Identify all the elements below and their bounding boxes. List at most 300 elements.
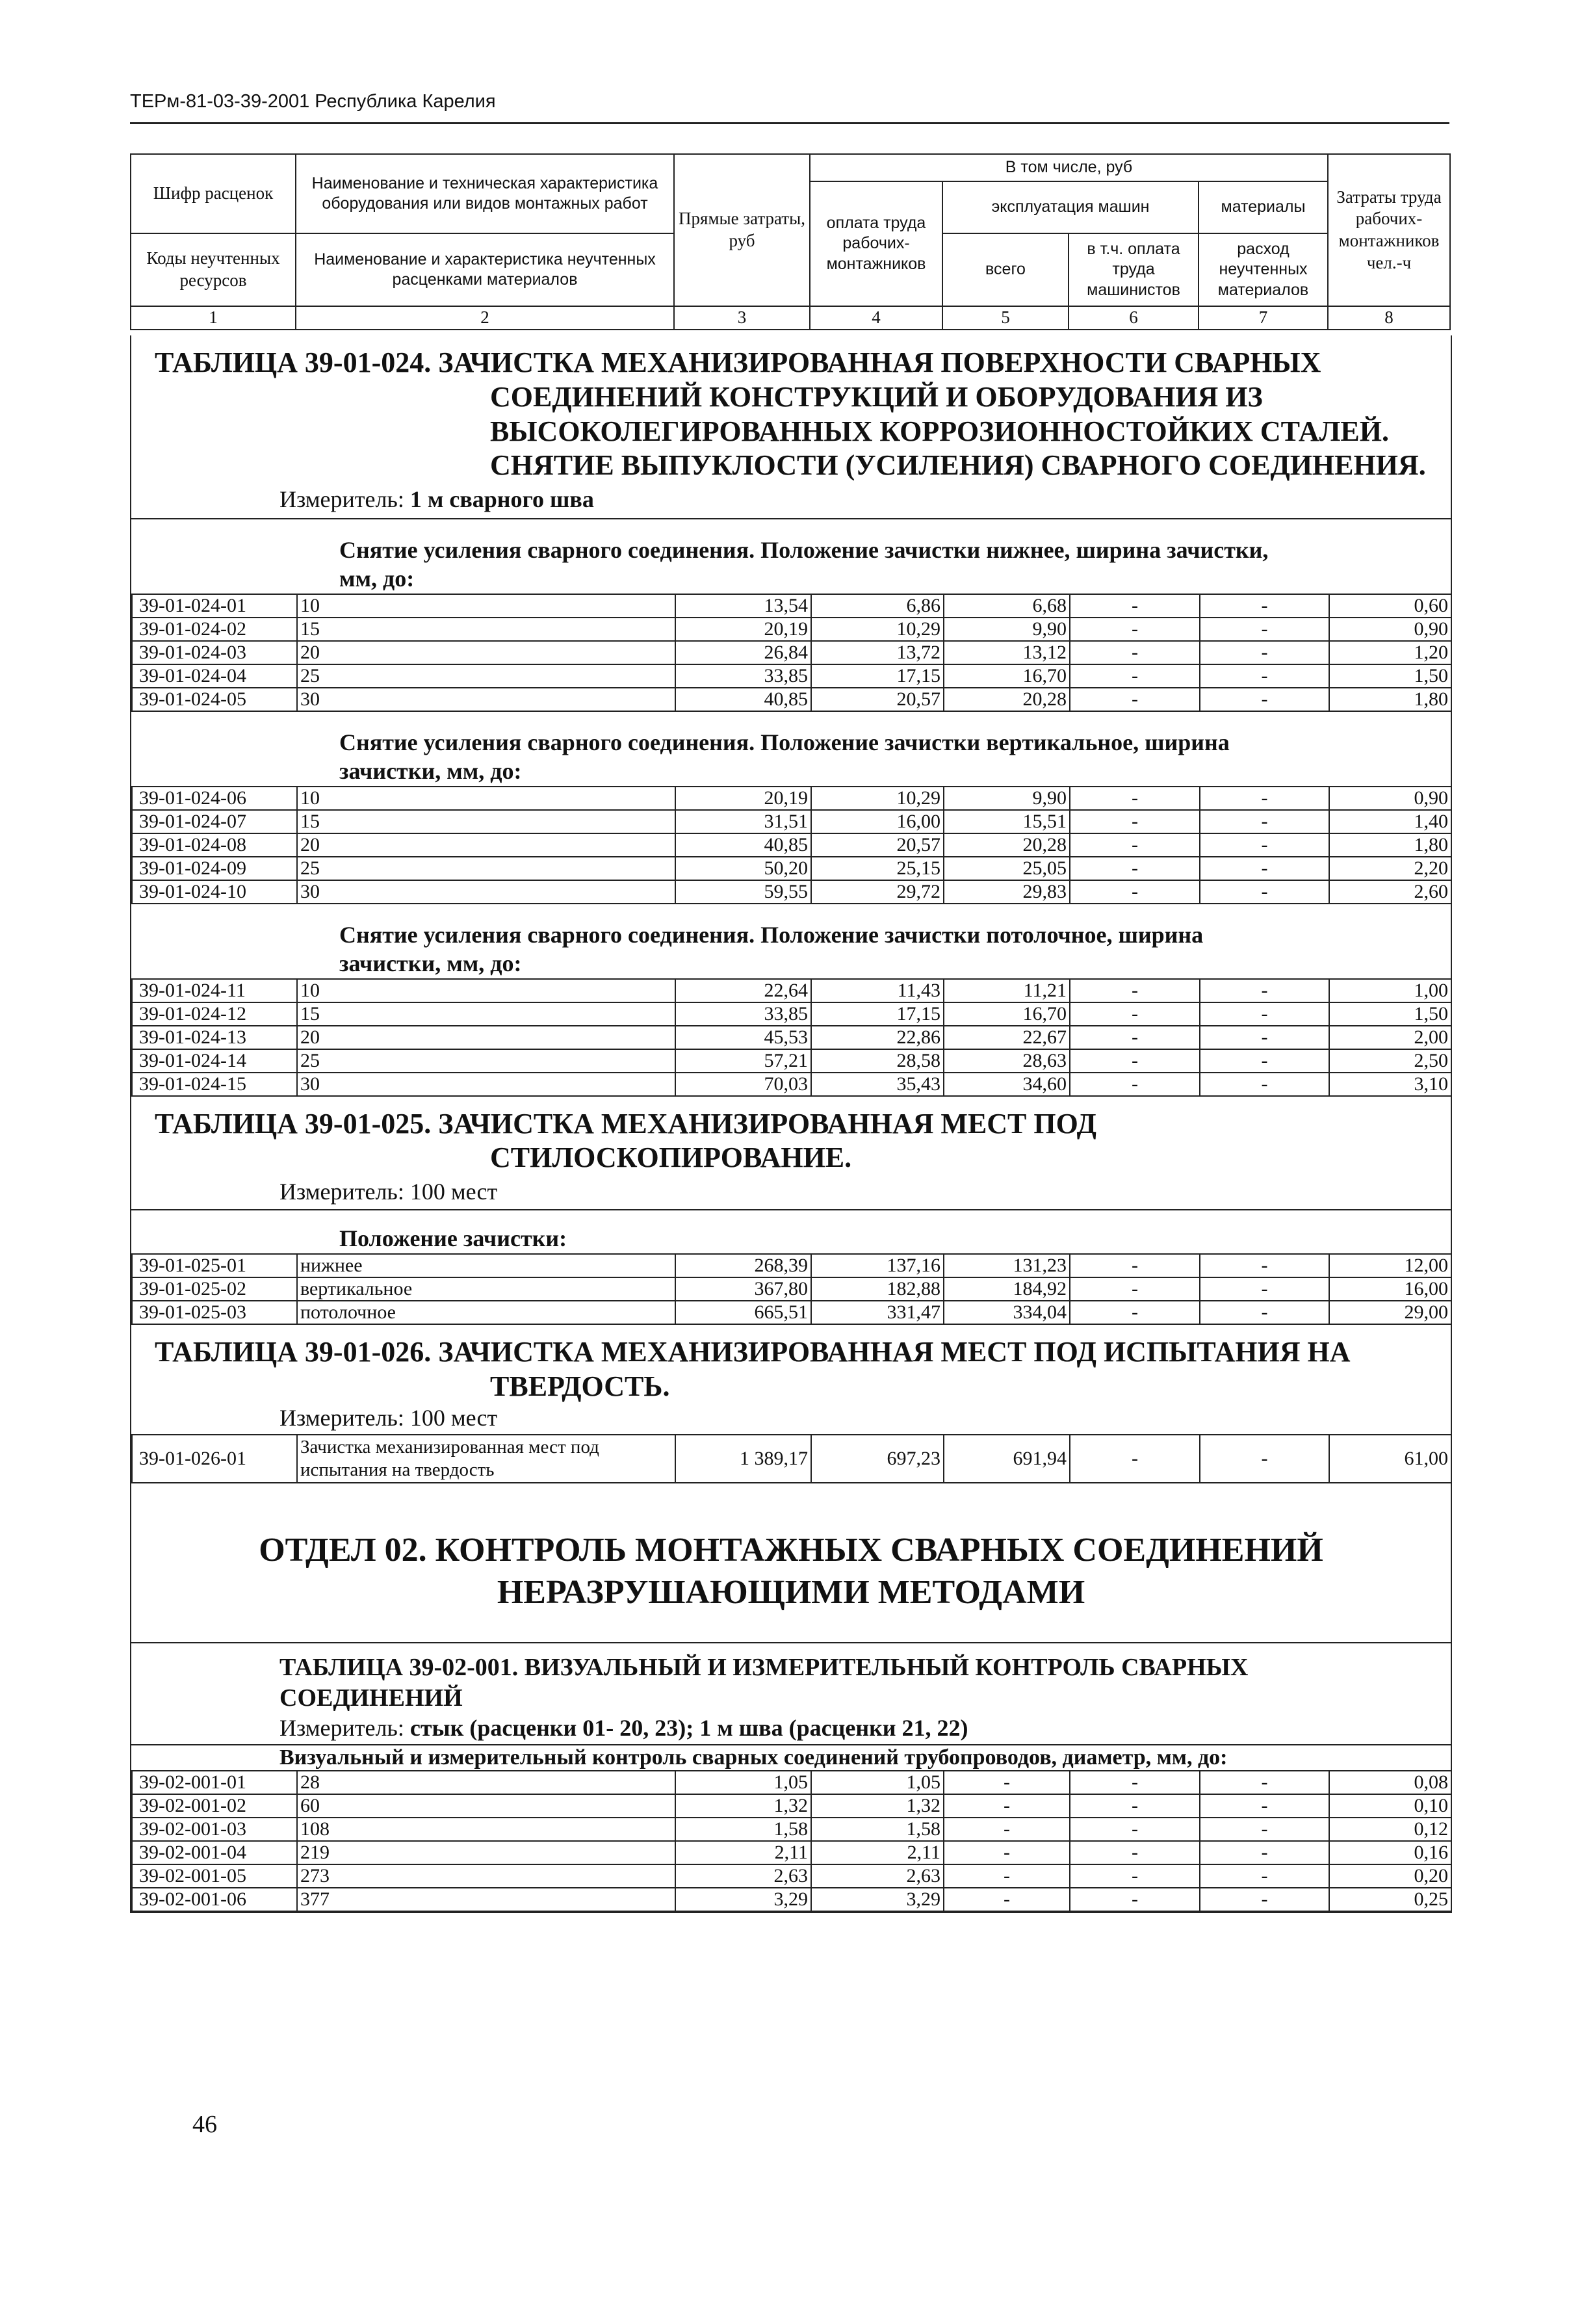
measure-value: 100 мест <box>409 1179 498 1205</box>
measure-unit-201 <box>131 1714 1451 1744</box>
description-cell: Зачистка механизированная мест под испытания на твердость <box>297 1435 675 1483</box>
table-row <box>132 664 1451 688</box>
empty-value-cell: - <box>1200 1026 1329 1049</box>
empty-value-cell: - <box>1070 787 1200 810</box>
value-cell: 331,47 <box>811 1301 944 1324</box>
value-cell: 16,00 <box>1329 1277 1451 1301</box>
value-cell: 16,70 <box>944 1002 1070 1026</box>
header-machines-total: всего <box>942 233 1069 306</box>
group-heading: Снятие усиления сварного соединения. Положение зачистки нижнее, ширина зачистки, <box>339 537 1269 564</box>
measure-value: 1 м сварного шва <box>409 486 594 513</box>
group-heading: зачистки, мм, до: <box>339 757 522 784</box>
col-num: 6 <box>1069 306 1199 330</box>
rate-code-cell: 39-01-024-06 <box>132 787 297 810</box>
table-title-024 <box>131 335 1451 483</box>
empty-value-cell: - <box>1070 1073 1200 1096</box>
rate-code-cell: 39-02-001-01 <box>132 1771 297 1794</box>
description-cell: 60 <box>297 1794 675 1818</box>
rate-code-cell: 39-02-001-03 <box>132 1818 297 1841</box>
empty-value-cell: - <box>1200 1073 1329 1096</box>
value-cell: 70,03 <box>675 1073 811 1096</box>
empty-value-cell: - <box>1200 1794 1329 1818</box>
header-code: Шифр расценок <box>131 154 296 233</box>
description-cell: нижнее <box>297 1254 675 1277</box>
description-cell: 25 <box>297 664 675 688</box>
empty-value-cell: - <box>1200 618 1329 641</box>
empty-value-cell: - <box>1070 664 1200 688</box>
value-cell: 2,20 <box>1329 857 1451 880</box>
value-cell: 16,00 <box>811 810 944 833</box>
description-cell: 15 <box>297 1002 675 1026</box>
header-resource-codes: Коды неучтенных ресурсов <box>131 233 296 306</box>
rate-code-cell: 39-01-024-11 <box>132 979 297 1002</box>
value-cell: 2,11 <box>675 1841 811 1864</box>
table-row <box>132 1002 1451 1026</box>
table-label: ТАБЛИЦА 39-01-026. <box>155 1336 432 1368</box>
header-name: Наименование и техническая характеристика оборудования или видов монтажных работ <box>296 154 674 233</box>
value-cell: 0,20 <box>1329 1864 1451 1888</box>
description-cell: 28 <box>297 1771 675 1794</box>
measure-label: Измеритель: <box>279 486 404 513</box>
table-title-025 <box>131 1097 1451 1176</box>
title-line: ЗАЧИСТКА МЕХАНИЗИРОВАННАЯ ПОВЕРХНОСТИ СВАРНЫХ <box>438 346 1321 378</box>
description-cell: 219 <box>297 1841 675 1864</box>
value-cell: 2,50 <box>1329 1049 1451 1073</box>
running-head-rule <box>130 122 1449 124</box>
empty-value-cell: - <box>1200 1049 1329 1073</box>
empty-value-cell: - <box>1200 833 1329 857</box>
value-cell: 11,43 <box>811 979 944 1002</box>
empty-value-cell: - <box>1070 1277 1200 1301</box>
value-cell: 20,57 <box>811 688 944 711</box>
value-cell: 13,54 <box>675 594 811 618</box>
value-cell: 10,29 <box>811 787 944 810</box>
value-cell: 31,51 <box>675 810 811 833</box>
empty-value-cell: - <box>1070 833 1200 857</box>
value-cell: 1,05 <box>811 1771 944 1794</box>
page-number: 46 <box>192 2111 217 2138</box>
table-row <box>132 1026 1451 1049</box>
rate-code-cell: 39-01-024-13 <box>132 1026 297 1049</box>
rate-table <box>131 1434 1452 1483</box>
description-cell: 30 <box>297 1073 675 1096</box>
value-cell: 2,63 <box>675 1864 811 1888</box>
rate-code-cell: 39-01-024-14 <box>132 1049 297 1073</box>
empty-value-cell: - <box>1200 1254 1329 1277</box>
empty-value-cell: - <box>944 1841 1070 1864</box>
value-cell: 10,29 <box>811 618 944 641</box>
value-cell: 29,00 <box>1329 1301 1451 1324</box>
value-cell: 0,10 <box>1329 1794 1451 1818</box>
value-cell: 2,63 <box>811 1864 944 1888</box>
header-labor-hours: Затраты труда рабочих-монтажников чел.-ч <box>1328 154 1450 306</box>
value-cell: 3,10 <box>1329 1073 1451 1096</box>
empty-value-cell: - <box>1070 641 1200 664</box>
value-cell: 1,40 <box>1329 810 1451 833</box>
value-cell: 367,80 <box>675 1277 811 1301</box>
empty-value-cell: - <box>944 1888 1070 1911</box>
description-cell: 15 <box>297 810 675 833</box>
measure-label: Измеритель: <box>279 1179 404 1205</box>
col-num: 8 <box>1328 306 1450 330</box>
empty-value-cell: - <box>1200 1301 1329 1324</box>
section-line: ОТДЕЛ 02. КОНТРОЛЬ МОНТАЖНЫХ СВАРНЫХ СОЕДИНЕНИЙ <box>259 1531 1323 1569</box>
table-row <box>132 1301 1451 1324</box>
value-cell: 0,90 <box>1329 618 1451 641</box>
value-cell: 28,63 <box>944 1049 1070 1073</box>
value-cell: 11,21 <box>944 979 1070 1002</box>
empty-value-cell: - <box>1200 594 1329 618</box>
value-cell: 20,28 <box>944 833 1070 857</box>
description-cell: 30 <box>297 688 675 711</box>
value-cell: 1,50 <box>1329 664 1451 688</box>
section-line: НЕРАЗРУШАЮЩИМИ МЕТОДАМИ <box>497 1573 1085 1611</box>
col-num: 3 <box>674 306 810 330</box>
value-cell: 0,60 <box>1329 594 1451 618</box>
description-cell: 20 <box>297 641 675 664</box>
value-cell: 29,83 <box>944 880 1070 904</box>
rate-code-cell: 39-02-001-05 <box>132 1864 297 1888</box>
table-row <box>132 979 1451 1002</box>
empty-value-cell: - <box>944 1818 1070 1841</box>
empty-value-cell: - <box>1070 1888 1200 1911</box>
group-heading: мм, до: <box>339 566 415 592</box>
value-cell: 15,51 <box>944 810 1070 833</box>
table-row <box>132 1841 1451 1864</box>
description-cell: 10 <box>297 787 675 810</box>
group-024-c <box>131 904 1451 1097</box>
empty-value-cell: - <box>1070 857 1200 880</box>
table-row <box>132 1073 1451 1096</box>
table-row <box>132 857 1451 880</box>
value-cell: 57,21 <box>675 1049 811 1073</box>
empty-value-cell: - <box>1070 1435 1200 1483</box>
description-cell: 273 <box>297 1864 675 1888</box>
value-cell: 1,80 <box>1329 688 1451 711</box>
empty-value-cell: - <box>1070 1254 1200 1277</box>
value-cell: 25,15 <box>811 857 944 880</box>
description-cell: 20 <box>297 1026 675 1049</box>
empty-value-cell: - <box>1200 1435 1329 1483</box>
col-num: 2 <box>296 306 674 330</box>
value-cell: 691,94 <box>944 1435 1070 1483</box>
empty-value-cell: - <box>1070 1794 1200 1818</box>
description-cell: 108 <box>297 1818 675 1841</box>
table-label: ТАБЛИЦА 39-01-025. <box>155 1107 432 1140</box>
empty-value-cell: - <box>1200 979 1329 1002</box>
title-line: СОЕДИНЕНИЙ <box>279 1684 463 1712</box>
empty-value-cell: - <box>1200 1888 1329 1911</box>
value-cell: 182,88 <box>811 1277 944 1301</box>
measure-label: Измеритель: <box>279 1404 404 1431</box>
value-cell: 29,72 <box>811 880 944 904</box>
table-row <box>132 1277 1451 1301</box>
title-line: ТАБЛИЦА 39-02-001. ВИЗУАЛЬНЫЙ И ИЗМЕРИТЕЛЬНЫЙ КОНТРОЛЬ СВАРНЫХ <box>279 1653 1249 1681</box>
col-num: 7 <box>1199 306 1328 330</box>
header-labor-pay: оплата труда рабочих-монтажников <box>810 181 942 306</box>
value-cell: 22,86 <box>811 1026 944 1049</box>
measure-value: стык (расценки 01- 20, 23); 1 м шва (расценки 21, 22) <box>409 1714 968 1741</box>
measure-value: 100 мест <box>409 1404 498 1431</box>
value-cell: 2,60 <box>1329 880 1451 904</box>
value-cell: 22,64 <box>675 979 811 1002</box>
value-cell: 13,72 <box>811 641 944 664</box>
value-cell: 0,16 <box>1329 1841 1451 1864</box>
value-cell: 1,32 <box>811 1794 944 1818</box>
rate-code-cell: 39-01-025-02 <box>132 1277 297 1301</box>
table-row <box>132 618 1451 641</box>
value-cell: 28,58 <box>811 1049 944 1073</box>
description-cell: 25 <box>297 857 675 880</box>
table-title-026 <box>131 1325 1451 1404</box>
description-cell: 15 <box>297 618 675 641</box>
value-cell: 17,15 <box>811 1002 944 1026</box>
value-cell: 45,53 <box>675 1026 811 1049</box>
value-cell: 0,90 <box>1329 787 1451 810</box>
table-row <box>132 1888 1451 1911</box>
table-row <box>132 688 1451 711</box>
value-cell: 35,43 <box>811 1073 944 1096</box>
empty-value-cell: - <box>1070 1864 1200 1888</box>
tables-body <box>130 335 1452 1913</box>
value-cell: 9,90 <box>944 787 1070 810</box>
rate-code-cell: 39-01-024-10 <box>132 880 297 904</box>
value-cell: 334,04 <box>944 1301 1070 1324</box>
table-row <box>132 1864 1451 1888</box>
value-cell: 9,90 <box>944 618 1070 641</box>
section-heading <box>131 1483 1451 1643</box>
rate-code-cell: 39-01-025-03 <box>132 1301 297 1324</box>
value-cell: 40,85 <box>675 833 811 857</box>
table-row <box>132 1049 1451 1073</box>
empty-value-cell: - <box>1070 810 1200 833</box>
title-line: СОЕДИНЕНИЙ КОНСТРУКЦИЙ И ОБОРУДОВАНИЯ ИЗ <box>490 380 1263 413</box>
value-cell: 61,00 <box>1329 1435 1451 1483</box>
column-header-table <box>130 153 1451 330</box>
title-line: ВЫСОКОЛЕГИРОВАННЫХ КОРРОЗИОННОСТОЙКИХ СТАЛЕЙ. <box>490 415 1389 447</box>
value-cell: 13,12 <box>944 641 1070 664</box>
empty-value-cell: - <box>1200 1002 1329 1026</box>
value-cell: 1 389,17 <box>675 1435 811 1483</box>
title-line: ЗАЧИСТКА МЕХАНИЗИРОВАННАЯ МЕСТ ПОД ИСПЫТАНИЯ НА <box>438 1336 1351 1368</box>
empty-value-cell: - <box>1200 880 1329 904</box>
value-cell: 17,15 <box>811 664 944 688</box>
empty-value-cell: - <box>1070 1301 1200 1324</box>
value-cell: 1,58 <box>811 1818 944 1841</box>
group-024-a <box>131 519 1451 712</box>
header-machinist-pay: в т.ч. оплата труда машинистов <box>1069 233 1199 306</box>
empty-value-cell: - <box>1070 1771 1200 1794</box>
value-cell: 1,58 <box>675 1818 811 1841</box>
rate-code-cell: 39-01-024-09 <box>132 857 297 880</box>
header-materials: материалы <box>1199 181 1328 233</box>
value-cell: 1,50 <box>1329 1002 1451 1026</box>
rate-code-cell: 39-01-024-08 <box>132 833 297 857</box>
header-materials-use: расход неучтенных материалов <box>1199 233 1328 306</box>
empty-value-cell: - <box>1070 1049 1200 1073</box>
title-line: ЗАЧИСТКА МЕХАНИЗИРОВАННАЯ МЕСТ ПОД <box>438 1107 1096 1140</box>
group-024-b <box>131 712 1451 904</box>
description-cell: вертикальное <box>297 1277 675 1301</box>
empty-value-cell: - <box>1070 1002 1200 1026</box>
value-cell: 1,20 <box>1329 641 1451 664</box>
rate-table <box>131 1770 1452 1912</box>
description-cell: 10 <box>297 594 675 618</box>
table-row <box>132 810 1451 833</box>
value-cell: 33,85 <box>675 664 811 688</box>
rate-table <box>131 594 1452 712</box>
value-cell: 20,28 <box>944 688 1070 711</box>
table-row <box>132 1435 1451 1483</box>
group-heading: Снятие усиления сварного соединения. Положение зачистки вертикальное, ширина <box>339 729 1230 755</box>
rate-code-cell: 39-01-025-01 <box>132 1254 297 1277</box>
empty-value-cell: - <box>1200 1771 1329 1794</box>
measure-label: Измеритель: <box>279 1714 404 1741</box>
value-cell: 50,20 <box>675 857 811 880</box>
value-cell: 3,29 <box>675 1888 811 1911</box>
value-cell: 1,05 <box>675 1771 811 1794</box>
value-cell: 20,19 <box>675 787 811 810</box>
table-title-201 <box>131 1643 1451 1714</box>
rate-code-cell: 39-01-024-05 <box>132 688 297 711</box>
measure-unit-025 <box>131 1175 1451 1210</box>
value-cell: 2,00 <box>1329 1026 1451 1049</box>
value-cell: 665,51 <box>675 1301 811 1324</box>
header-including: В том числе, руб <box>810 154 1328 181</box>
value-cell: 25,05 <box>944 857 1070 880</box>
table-row <box>132 880 1451 904</box>
group-heading: зачистки, мм, до: <box>339 950 522 976</box>
description-cell: 10 <box>297 979 675 1002</box>
value-cell: 20,57 <box>811 833 944 857</box>
rate-code-cell: 39-01-024-03 <box>132 641 297 664</box>
title-line: СНЯТИЕ ВЫПУКЛОСТИ (УСИЛЕНИЯ) СВАРНОГО СОЕДИНЕНИЯ. <box>490 449 1426 482</box>
empty-value-cell: - <box>1200 1864 1329 1888</box>
value-cell: 1,80 <box>1329 833 1451 857</box>
value-cell: 184,92 <box>944 1277 1070 1301</box>
value-cell: 131,23 <box>944 1254 1070 1277</box>
value-cell: 268,39 <box>675 1254 811 1277</box>
table-row <box>132 833 1451 857</box>
value-cell: 20,19 <box>675 618 811 641</box>
rate-table <box>131 1253 1452 1325</box>
value-cell: 1,00 <box>1329 979 1451 1002</box>
value-cell: 137,16 <box>811 1254 944 1277</box>
rate-code-cell: 39-02-001-02 <box>132 1794 297 1818</box>
rate-code-cell: 39-01-024-07 <box>132 810 297 833</box>
title-line: СТИЛОСКОПИРОВАНИЕ. <box>490 1142 852 1174</box>
empty-value-cell: - <box>1200 1818 1329 1841</box>
value-cell: 34,60 <box>944 1073 1070 1096</box>
rate-code-cell: 39-01-024-15 <box>132 1073 297 1096</box>
empty-value-cell: - <box>1070 1026 1200 1049</box>
value-cell: 1,32 <box>675 1794 811 1818</box>
table-label: ТАБЛИЦА 39-01-024. <box>155 346 432 378</box>
table-row <box>132 1794 1451 1818</box>
description-cell: потолочное <box>297 1301 675 1324</box>
measure-unit-026 <box>131 1404 1451 1434</box>
value-cell: 3,29 <box>811 1888 944 1911</box>
table-row <box>132 787 1451 810</box>
empty-value-cell: - <box>1070 880 1200 904</box>
value-cell: 6,68 <box>944 594 1070 618</box>
group-heading: Положение зачистки: <box>339 1225 567 1252</box>
value-cell: 26,84 <box>675 641 811 664</box>
rate-code-cell: 39-02-001-06 <box>132 1888 297 1911</box>
header-direct-costs: Прямые затраты, руб <box>674 154 810 306</box>
measure-unit-024 <box>131 483 1451 519</box>
value-cell: 0,25 <box>1329 1888 1451 1911</box>
value-cell: 40,85 <box>675 688 811 711</box>
description-cell: 30 <box>297 880 675 904</box>
table-row <box>132 594 1451 618</box>
rate-code-cell: 39-01-024-04 <box>132 664 297 688</box>
empty-value-cell: - <box>944 1794 1070 1818</box>
empty-value-cell: - <box>1070 1841 1200 1864</box>
value-cell: 22,67 <box>944 1026 1070 1049</box>
group-heading: Снятие усиления сварного соединения. Положение зачистки потолочное, ширина <box>339 921 1204 948</box>
col-num: 4 <box>810 306 942 330</box>
value-cell: 33,85 <box>675 1002 811 1026</box>
description-cell: 20 <box>297 833 675 857</box>
running-head: ТЕРм-81-03-39-2001 Республика Карелия <box>130 91 496 112</box>
empty-value-cell: - <box>1200 688 1329 711</box>
rate-table <box>131 786 1452 904</box>
rate-code-cell: 39-01-024-01 <box>132 594 297 618</box>
header-materials-name: Наименование и характеристика неучтенных расценками материалов <box>296 233 674 306</box>
empty-value-cell: - <box>944 1864 1070 1888</box>
group-heading: Визуальный и измерительный контроль сварных соединений трубопроводов, диаметр, мм, до: <box>131 1744 1451 1770</box>
col-num: 5 <box>942 306 1069 330</box>
empty-value-cell: - <box>944 1771 1070 1794</box>
table-row <box>132 1771 1451 1794</box>
value-cell: 12,00 <box>1329 1254 1451 1277</box>
col-num: 1 <box>131 306 296 330</box>
empty-value-cell: - <box>1070 688 1200 711</box>
empty-value-cell: - <box>1200 787 1329 810</box>
header-machines: эксплуатация машин <box>942 181 1199 233</box>
empty-value-cell: - <box>1070 1818 1200 1841</box>
table-row <box>132 1254 1451 1277</box>
value-cell: 2,11 <box>811 1841 944 1864</box>
rate-code-cell: 39-01-024-02 <box>132 618 297 641</box>
empty-value-cell: - <box>1200 641 1329 664</box>
description-cell: 25 <box>297 1049 675 1073</box>
value-cell: 0,12 <box>1329 1818 1451 1841</box>
empty-value-cell: - <box>1070 618 1200 641</box>
table-row <box>132 1818 1451 1841</box>
empty-value-cell: - <box>1070 979 1200 1002</box>
value-cell: 697,23 <box>811 1435 944 1483</box>
rate-code-cell: 39-01-026-01 <box>132 1435 297 1483</box>
empty-value-cell: - <box>1200 1841 1329 1864</box>
value-cell: 16,70 <box>944 664 1070 688</box>
title-line: ТВЕРДОСТЬ. <box>490 1370 670 1402</box>
description-cell: 377 <box>297 1888 675 1911</box>
value-cell: 59,55 <box>675 880 811 904</box>
rate-table <box>131 978 1452 1097</box>
empty-value-cell: - <box>1200 664 1329 688</box>
value-cell: 0,08 <box>1329 1771 1451 1794</box>
empty-value-cell: - <box>1070 594 1200 618</box>
table-row <box>132 641 1451 664</box>
rate-code-cell: 39-01-024-12 <box>132 1002 297 1026</box>
rate-code-cell: 39-02-001-04 <box>132 1841 297 1864</box>
empty-value-cell: - <box>1200 810 1329 833</box>
empty-value-cell: - <box>1200 857 1329 880</box>
empty-value-cell: - <box>1200 1277 1329 1301</box>
value-cell: 6,86 <box>811 594 944 618</box>
